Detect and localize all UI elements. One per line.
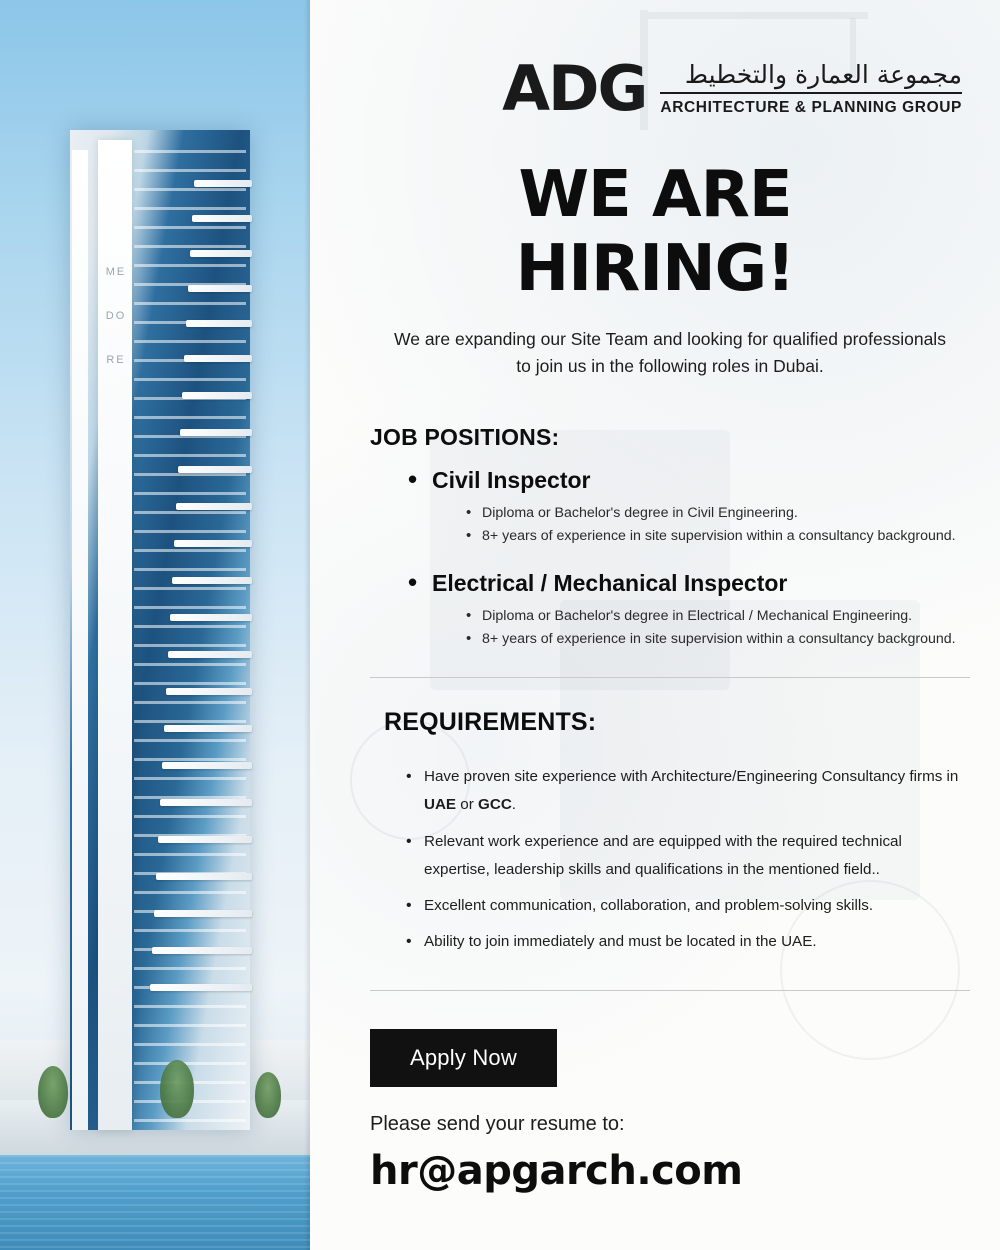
requirements-heading: REQUIREMENTS: [384, 708, 597, 737]
balcony-slab [158, 836, 252, 843]
tower-left-fin [72, 150, 88, 1130]
job-positions-heading: JOB POSITIONS: [370, 424, 560, 451]
balcony-slab [180, 429, 252, 436]
balcony-slab [184, 355, 252, 362]
resume-instruction: Please send your resume to: [370, 1113, 625, 1135]
balcony-slab [172, 577, 252, 584]
logo-text-block [660, 61, 962, 117]
balcony-slab [154, 910, 252, 917]
balcony-slab [164, 725, 252, 732]
logo-arabic-text: مجموعة العمارة والتخطيط [684, 60, 962, 90]
job-role-title: • Electrical / Mechanical Inspector [404, 570, 970, 597]
logo-english-text: ARCHITECTURE & PLANNING GROUP [660, 98, 962, 116]
balcony-slab [174, 540, 252, 547]
balcony-slab [170, 614, 252, 621]
requirements-list [406, 763, 970, 956]
logo-divider [660, 92, 962, 94]
background-crane-graphic [640, 10, 648, 130]
job-position-item [404, 467, 970, 548]
balcony-slab [182, 392, 252, 399]
list-item: • 8+ years of experience in site supervision within a consultancy background. [466, 628, 970, 651]
balcony-slab [188, 285, 252, 292]
balcony-slab [192, 215, 252, 222]
balcony-slab [166, 688, 252, 695]
content-panel [310, 0, 1000, 1250]
balcony-slab [194, 180, 252, 187]
building-name-label: ME DO RE [105, 266, 127, 366]
balcony-slab [190, 250, 252, 257]
section-divider [370, 990, 970, 991]
tree-icon [38, 1066, 68, 1118]
water-strip [0, 1155, 310, 1250]
tree-icon [255, 1072, 281, 1118]
content-body [310, 158, 1000, 1194]
list-item: • 8+ years of experience in site supervision within a consultancy background. [466, 525, 970, 548]
balcony-slab [186, 320, 252, 327]
balcony-slab [176, 503, 252, 510]
list-item: • Diploma or Bachelor's degree in Civil Engineering. [466, 502, 970, 525]
balcony-slab [178, 466, 252, 473]
balcony-slab [162, 762, 252, 769]
intro-paragraph: We are expanding our Site Team and looking for qualified professionals to join us in the following roles in Dubai. [394, 329, 946, 377]
balcony-slab [156, 873, 252, 880]
list-item: • Have proven site experience with Architecture/Engineering Consultancy firms in UAE or GCC. [406, 763, 970, 819]
balcony-slab [168, 651, 252, 658]
section-divider [370, 677, 970, 678]
requirements-section [370, 708, 970, 956]
background-crane-graphic [850, 18, 856, 78]
job-role-title: • Civil Inspector [404, 467, 970, 494]
logo-mark-text: ADG [502, 52, 647, 125]
tree-icon [160, 1060, 194, 1118]
list-item: • Excellent communication, collaboration, and problem-solving skills. [406, 892, 970, 920]
contact-email[interactable]: hr@apgarch.com [370, 1148, 743, 1194]
apply-now-button[interactable]: Apply Now [370, 1029, 557, 1087]
tower-glass-facade [134, 150, 246, 1125]
page-title: WE ARE HIRING! [515, 158, 795, 306]
job-role-detail-list [466, 605, 970, 651]
job-positions-list [404, 467, 970, 651]
background-crane-graphic [648, 12, 868, 19]
company-logo [502, 52, 962, 125]
cta-section [370, 1029, 970, 1194]
building-photo [0, 0, 310, 1250]
list-item: • Diploma or Bachelor's degree in Electrical / Mechanical Engineering. [466, 605, 970, 628]
balcony-slab [150, 984, 252, 991]
balcony-slab [152, 947, 252, 954]
balcony-slab [160, 799, 252, 806]
job-role-detail-list [466, 502, 970, 548]
job-position-item [404, 570, 970, 651]
list-item: • Relevant work experience and are equipped with the required technical expertise, leadership skills and qualifications in the mentioned field.. [406, 828, 970, 884]
list-item: • Ability to join immediately and must be located in the UAE. [406, 928, 970, 956]
